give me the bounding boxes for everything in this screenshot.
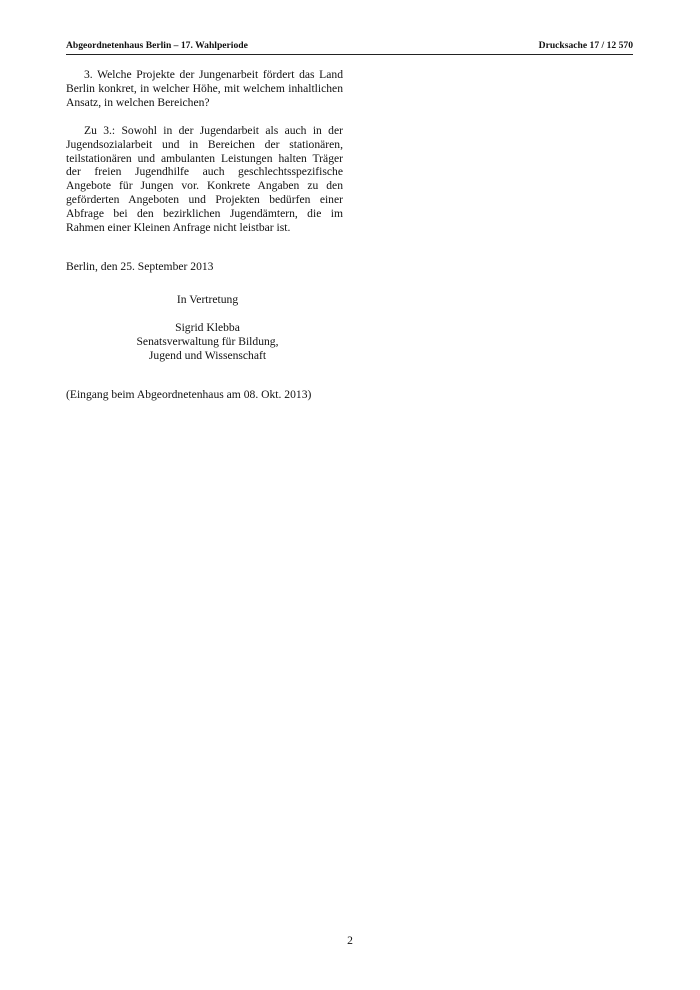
signatory-name: Sigrid Klebba bbox=[175, 320, 240, 334]
page-number: 2 bbox=[347, 934, 353, 947]
page-header bbox=[66, 39, 633, 53]
signature-spacer bbox=[72, 307, 343, 321]
header-divider bbox=[66, 54, 633, 55]
receipt-note: (Eingang beim Abgeordnetenhaus am 08. Okt. 2013) bbox=[66, 387, 312, 401]
place-date-line: Berlin, den 25. September 2013 bbox=[66, 259, 214, 273]
signatory-department-line-1: Senatsverwaltung für Bildung, bbox=[136, 334, 279, 348]
header-document-number: Drucksache 17 / 12 570 bbox=[538, 40, 633, 51]
question-paragraph: 3. Welche Projekte der Jungenarbeit fördert das Land Berlin konkret, in welcher Höhe, mit welchem inhaltlichen Ansatz, in welchen Bereichen? bbox=[66, 68, 343, 109]
answer-paragraph: Zu 3.: Sowohl in der Jugendarbeit als auch in der Jugendsozialarbeit und in Bereichen der stationären, teilstationären und ambulanten Leistungen halten Träger der freien Jugendhilfe auch geschlechtsspezifische Angebote für Jungen vor. Konkrete Angaben zu den geförderten Angeboten und Projekten bedürfen einer Abfrage bei den bezirklichen Jugendämtern, die im Rahmen einer Kleinen Anfrage nicht leistbar ist. bbox=[66, 123, 343, 235]
signature-block bbox=[66, 293, 343, 363]
header-publisher: Abgeordnetenhaus Berlin – 17. Wahlperiode bbox=[66, 40, 248, 51]
document-column bbox=[66, 68, 343, 413]
signatory-department-line-2: Jugend und Wissenschaft bbox=[148, 348, 267, 362]
signature-representation: In Vertretung bbox=[176, 292, 239, 306]
